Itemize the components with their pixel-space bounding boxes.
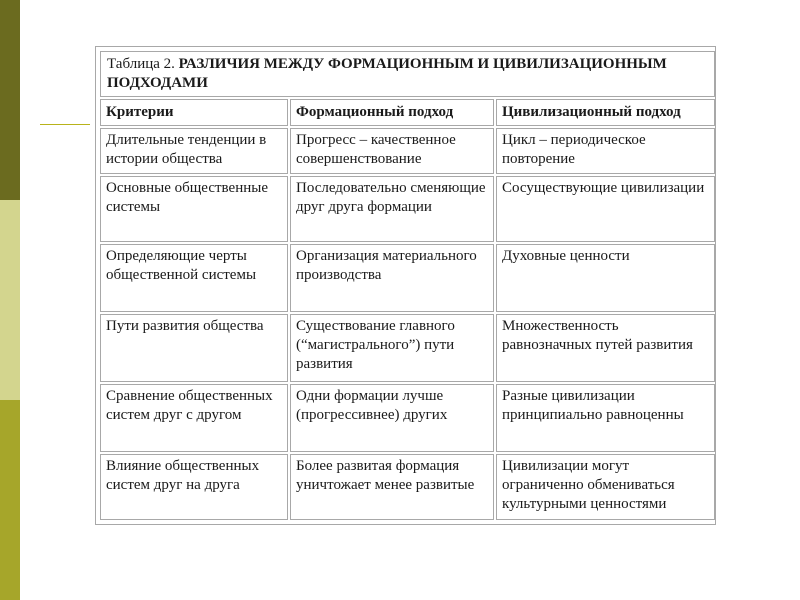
column-header-formational: Формационный подход — [290, 99, 494, 126]
table-cell: Прогресс – качественное совершенствование — [290, 128, 494, 174]
left-band-top — [0, 0, 20, 200]
table-row — [100, 314, 715, 382]
table-cell: Цикл – периодическое повторение — [496, 128, 715, 174]
table-cell: Организация материального производства — [290, 244, 494, 312]
table-cell: Одни формации лучше (прогрессивнее) других — [290, 384, 494, 452]
table-cell: Определяющие черты общественной системы — [100, 244, 288, 312]
table-caption-title: РАЗЛИЧИЯ МЕЖДУ ФОРМАЦИОННЫМ И ЦИВИЛИЗАЦИОННЫМ ПОДХОДАМИ — [107, 56, 667, 91]
table-caption-prefix: Таблица 2. — [107, 56, 175, 72]
table-cell: Цивилизации могут ограниченно обмениваться культурными ценностями — [496, 454, 715, 520]
table-cell: Сравнение общественных систем друг с другом — [100, 384, 288, 452]
table-header-row — [100, 99, 715, 126]
table-row — [100, 176, 715, 242]
table-cell: Существование главного (“магистрального”) пути развития — [290, 314, 494, 382]
table-cell: Последовательно сменяющие друг друга формации — [290, 176, 494, 242]
column-header-criteria: Критерии — [100, 99, 288, 126]
accent-line — [40, 124, 90, 125]
table-cell: Сосуществующие цивилизации — [496, 176, 715, 242]
left-band-bottom — [0, 400, 20, 600]
comparison-table-frame — [95, 46, 716, 525]
comparison-table — [98, 49, 717, 522]
table-row — [100, 128, 715, 174]
column-header-civilizational: Цивилизационный подход — [496, 99, 715, 126]
table-cell: Пути развития общества — [100, 314, 288, 382]
table-cell: Разные цивилизации принципиально равноценны — [496, 384, 715, 452]
table-cell: Влияние общественных систем друг на друга — [100, 454, 288, 520]
table-row — [100, 384, 715, 452]
table-row — [100, 244, 715, 312]
table-cell: Длительные тенденции в истории общества — [100, 128, 288, 174]
table-cell: Более развитая формация уничтожает менее развитые — [290, 454, 494, 520]
table-cell: Основные общественные системы — [100, 176, 288, 242]
table-row — [100, 454, 715, 520]
table-cell: Духовные ценности — [496, 244, 715, 312]
table-caption-row — [100, 51, 715, 97]
left-band-middle — [0, 200, 20, 400]
table-caption — [100, 51, 715, 97]
table-cell: Множественность равнозначных путей развития — [496, 314, 715, 382]
